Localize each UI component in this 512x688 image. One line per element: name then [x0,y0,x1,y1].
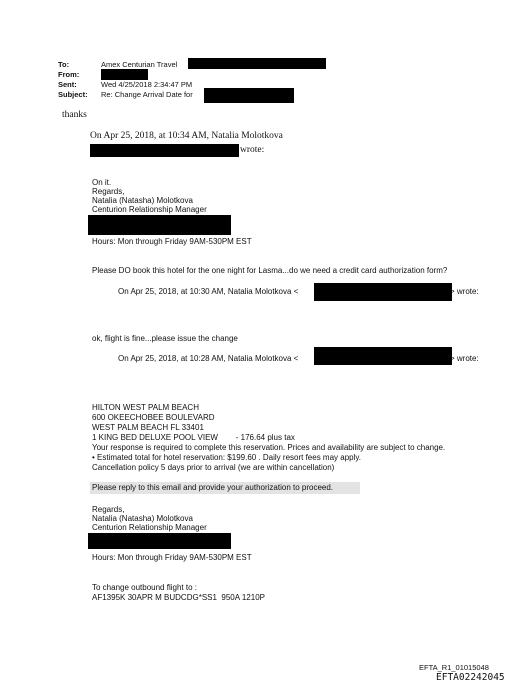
hotel-name: HILTON WEST PALM BEACH [92,403,199,412]
hotel-cancel: Cancellation policy 5 days prior to arrival (we are within cancellation) [92,463,335,472]
sent-label: Sent: [58,80,77,89]
outbound-value: AF1395K 30APR M BUDCDG*SS1 950A 1210P [92,593,265,602]
reply1-line2: Regards, [92,187,125,196]
quote-wrote: wrote: [240,145,265,155]
sent-value: Wed 4/25/2018 2:34:47 PM [101,80,193,89]
book-line: Please DO book this hotel for the one night for Lasma...do we need a credit card authorization form? [92,266,448,275]
sig-line1: Regards, [92,505,125,514]
authorize-line: Please reply to this email and provide your authorization to proceed. [92,483,334,492]
hotel-response: Your response is required to complete this reservation. Prices and availability are subject to change. [92,443,446,452]
redaction-bar [90,144,239,157]
sig-line3: Centurion Relationship Manager [92,523,207,532]
subject-value: Re: Change Arrival Date for [101,90,193,99]
hotel-city: WEST PALM BEACH FL 33401 [92,423,204,432]
to-value: Amex Centurian Travel [101,60,178,69]
redaction-bar [101,69,148,80]
flight-line: ok, flight is fine...please issue the change [92,334,238,343]
reply1-line4: Centurion Relationship Manager [92,205,207,214]
sig-hours: Hours: Mon through Friday 9AM-530PM EST [92,553,252,562]
from-label: From: [58,70,80,79]
redaction-bar [188,58,326,69]
reply1-line3: Natalia (Natasha) Molotkova [92,196,193,205]
sig-line2: Natalia (Natasha) Molotkova [92,514,193,523]
redaction-bar [314,283,452,301]
quote3-wrote: > wrote: [450,354,479,363]
thanks-text: thanks [62,110,87,120]
footer-ref-1: EFTA_R1_01015048 [419,663,489,672]
subject-label: Subject: [58,90,88,99]
redaction-bar [314,347,452,365]
to-label: To: [58,60,70,69]
redaction-bar [88,533,231,549]
redaction-bar [88,215,231,235]
hotel-room: 1 KING BED DELUXE POOL VIEW - 176.64 plus tax [92,433,295,442]
reply1-hours: Hours: Mon through Friday 9AM-530PM EST [92,237,252,246]
redaction-bar [204,88,294,103]
footer-ref-2: EFTA02242045 [436,672,505,683]
quote3-intro: On Apr 25, 2018, at 10:28 AM, Natalia Molotkova < [118,354,299,363]
hotel-estimate: • Estimated total for hotel reservation: $199.60 . Daily resort fees may apply. [92,453,362,462]
outbound-label: To change outbound flight to : [92,583,197,592]
reply1-line1: On it. [92,178,112,187]
quote-intro: On Apr 25, 2018, at 10:34 AM, Natalia Molotkova [90,131,283,141]
quote2-intro: On Apr 25, 2018, at 10:30 AM, Natalia Molotkova < [118,287,299,296]
quote2-wrote: > wrote: [450,287,479,296]
hotel-street: 600 OKEECHOBEE BOULEVARD [92,413,215,422]
